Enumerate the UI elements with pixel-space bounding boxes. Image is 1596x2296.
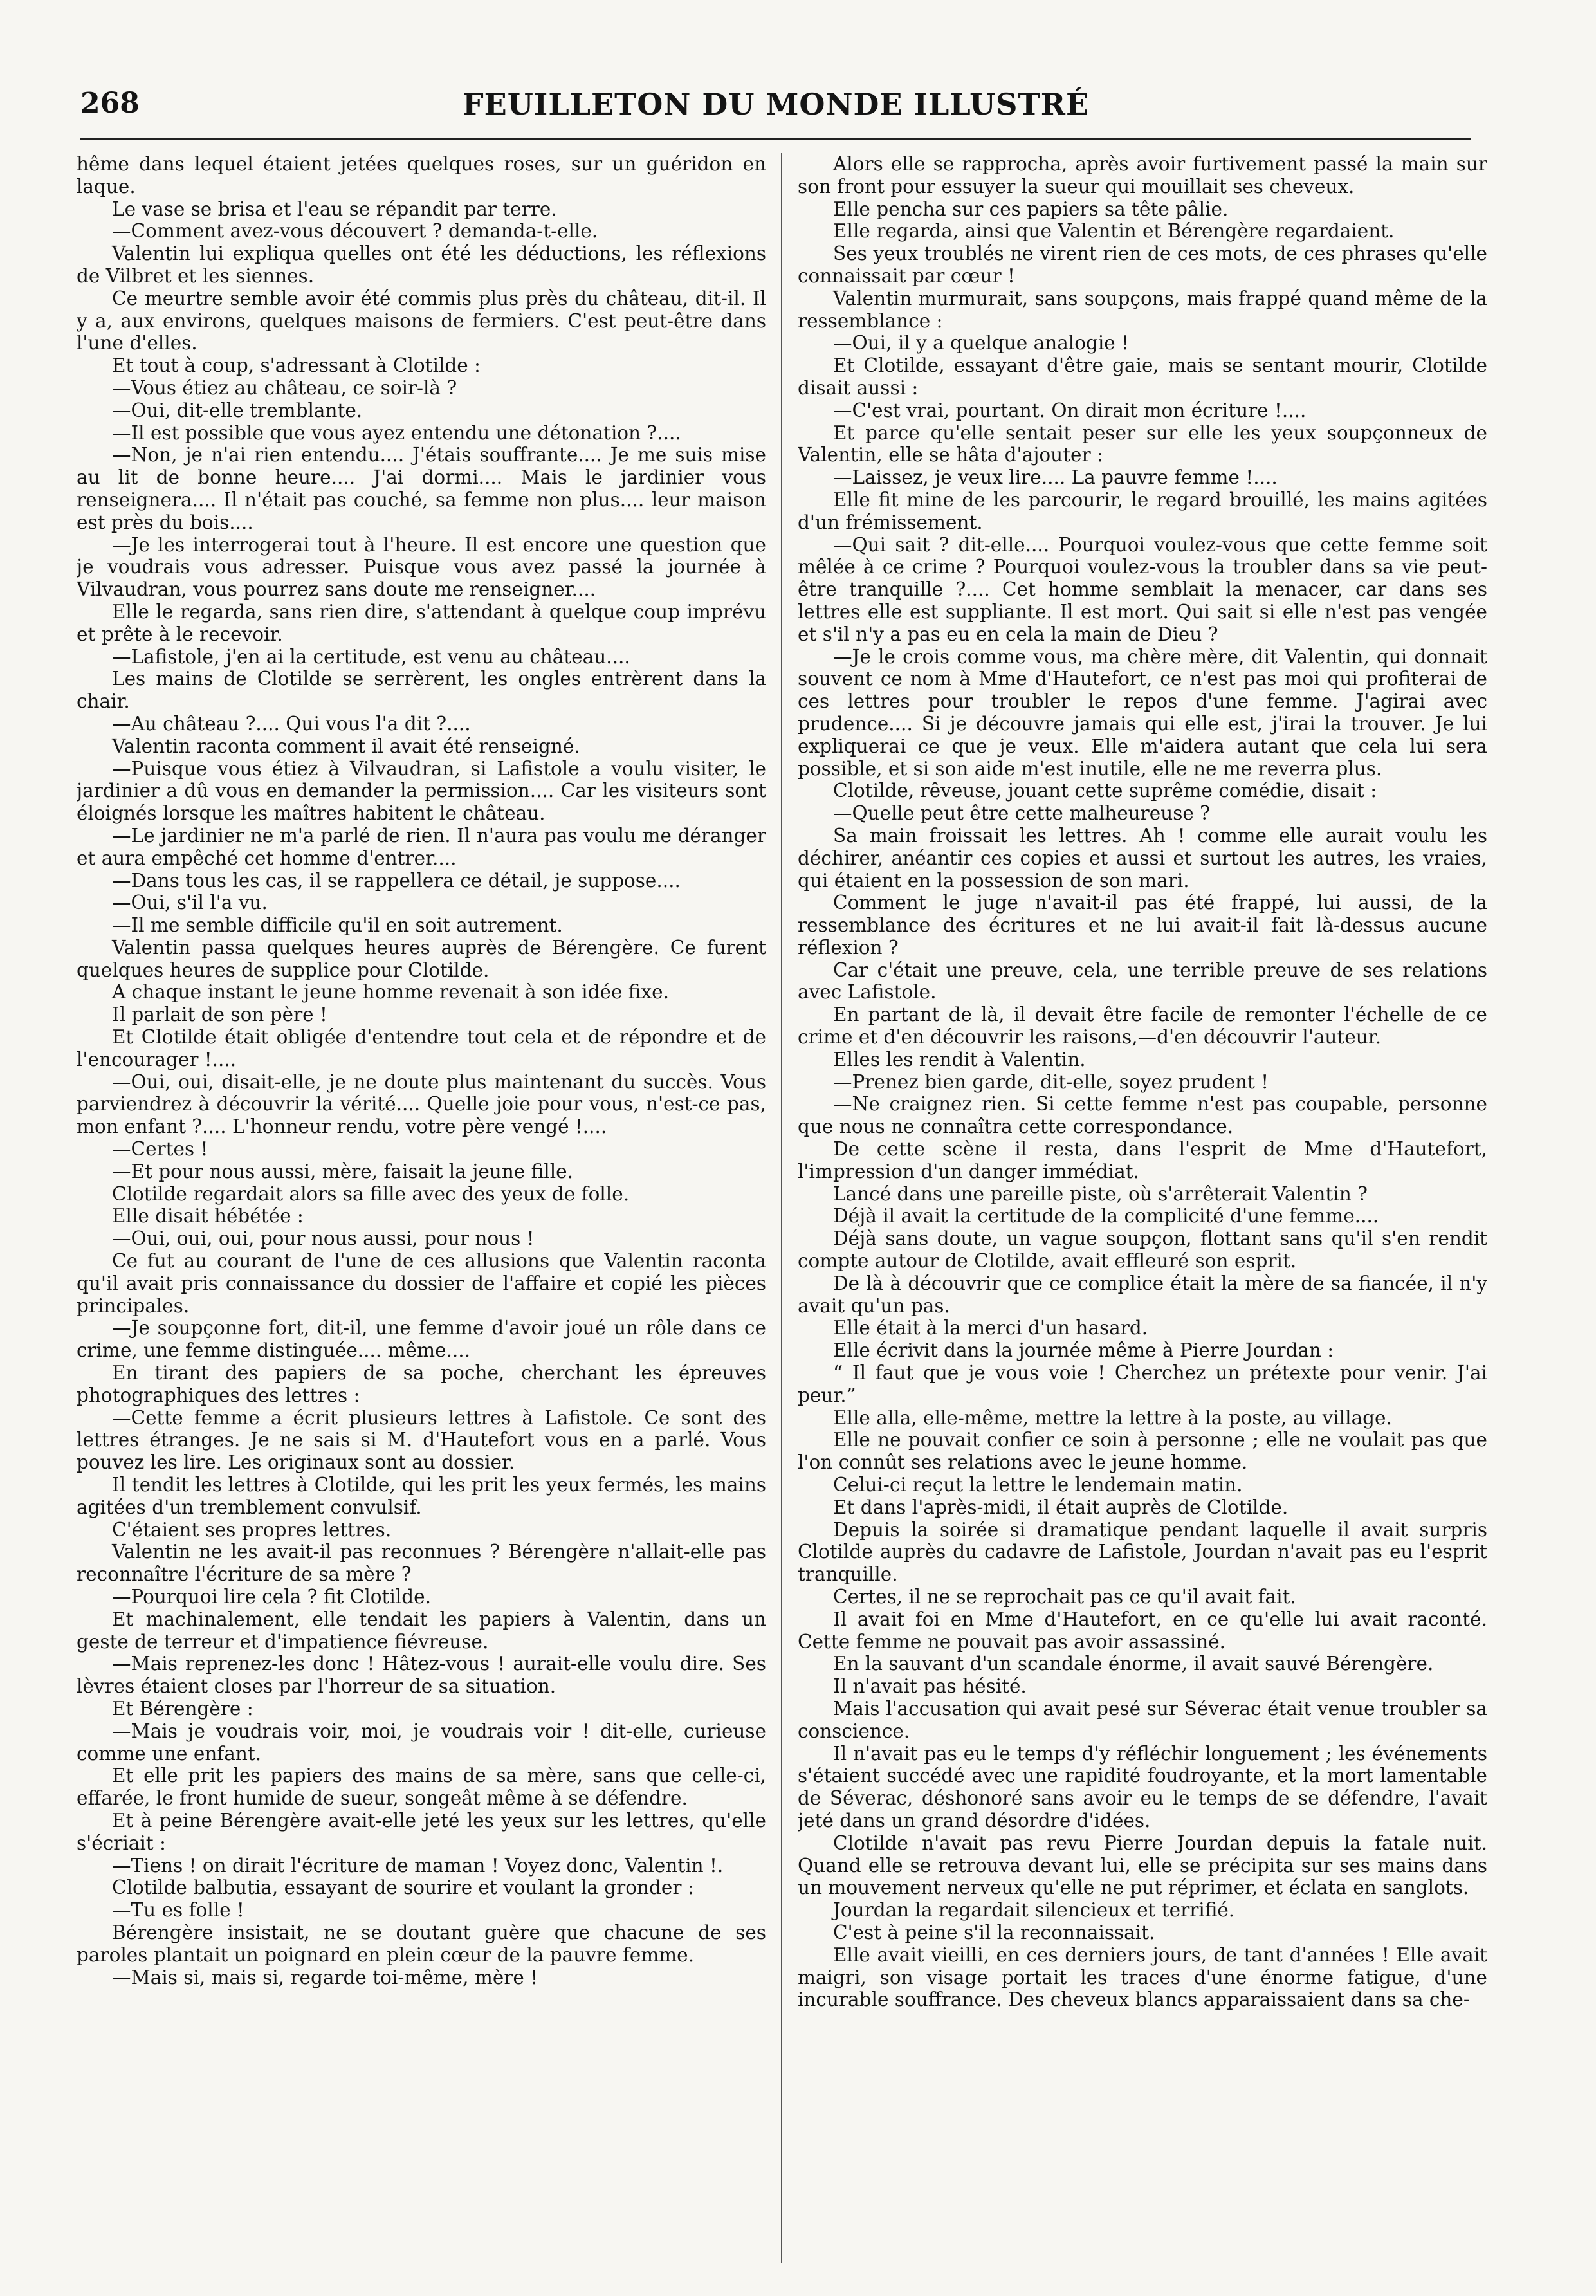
paragraph: —Mais je voudrais voir, moi, je voudrais voir ! dit-elle, curieuse comme une enfant. [77,1720,766,1765]
paragraph: Valentin passa quelques heures auprès de Bérengère. Ce furent quelques heures de supplice pour Clotilde. [77,936,766,981]
paragraph: Elle le regarda, sans rien dire, s'attendant à quelque coup imprévu et prête à le recevoir. [77,600,766,645]
paragraph: Le vase se brisa et l'eau se répandit par terre. [112,197,557,220]
paragraph: Certes, il ne se reprochait pas ce qu'il avait fait. [833,1586,1296,1608]
paragraph: —Laissez, je veux lire.... La pauvre femme !.... [833,466,1278,489]
paragraph: —Tu es folle ! [112,1899,244,1922]
paragraph: Elle avait vieilli, en ces derniers jours, de tant d'années ! Elle avait maigri, son visage portait les traces d'une énorme fatigue, d'une incurable souffrance. Des cheveux blancs apparaissaient dans sa che- [798,1943,1487,2011]
paragraph: —Dans tous les cas, il se rappellera ce détail, je suppose.... [112,869,681,892]
paragraph: Jourdan la regardait silencieux et terrifié. [833,1899,1235,1922]
paragraph: —Le jardinier ne m'a parlé de rien. Il n'aura pas voulu me déranger et aura empêché cet homme d'entrer.... [77,824,766,869]
paragraph: Elle fit mine de les parcourir, le regard brouillé, les mains agitées d'un frémissement. [798,488,1487,533]
paragraph: Clotilde balbutia, essayant de sourire et voulant la gronder : [112,1877,694,1899]
paragraph: Car c'était une preuve, cela, une terrible preuve de ses relations avec Lafistole. [798,959,1487,1004]
paragraph: —Mais reprenez-les donc ! Hâtez-vous ! aurait-elle voulu dire. Ses lèvres étaient closes par l'horreur de sa situation. [77,1653,766,1698]
paragraph: Ce meurtre semble avoir été commis plus près du château, dit-il. Il y a, aux environs, quelques maisons de fermiers. C'est peut-être dans l'une d'elles. [77,287,766,354]
paragraph: Elle était à la merci d'un hasard. [833,1317,1148,1339]
paragraph: C'est à peine s'il la reconnaissait. [833,1921,1155,1943]
paragraph: Et tout à coup, s'adressant à Clotilde : [112,354,481,377]
paragraph: Clotilde, rêveuse, jouant cette suprême comédie, disait : [833,780,1377,802]
paragraph: Il tendit les lettres à Clotilde, qui les prit les yeux fermés, les mains agitées d'un tremblement convulsif. [77,1474,766,1518]
paragraph: —Tiens ! on dirait l'écriture de maman ! Voyez donc, Valentin !. [112,1854,724,1877]
paragraph: —Oui, il y a quelque analogie ! [833,332,1130,354]
paragraph: Et elle prit les papiers des mains de sa mère, sans que celle-ci, effarée, le front humide de sueur, songeât même à se défendre. [77,1765,766,1810]
paragraph: —Ne craignez rien. Si cette femme n'est pas coupable, personne que nous ne connaîtra cette correspondance. [798,1093,1487,1138]
paragraph: —Certes ! [112,1138,208,1161]
paragraph: —Puisque vous étiez à Vilvaudran, si Lafistole a voulu visiter, le jardinier a dû vous en demander la permission.... Car les visiteurs sont éloignés lorsque les maîtres habitent le château. [77,757,766,825]
paragraph: Depuis la soirée si dramatique pendant laquelle il avait surpris Clotilde auprès du cadavre de Lafistole, Jourdan n'avait pas eu l'esprit tranquille. [798,1518,1487,1586]
paragraph: Elle regarda, ainsi que Valentin et Bérengère regardaient. [833,220,1395,243]
paragraph: Et Clotilde, essayant d'être gaie, mais se sentant mourir, Clotilde disait aussi : [798,354,1487,399]
paragraph: —Pourquoi lire cela ? fit Clotilde. [112,1586,431,1608]
paragraph: —C'est vrai, pourtant. On dirait mon écriture !.... [833,399,1307,421]
paragraph: Elle disait hébétée : [112,1205,304,1227]
paragraph: Et machinalement, elle tendait les papiers à Valentin, dans un geste de terreur et d'impatience fiévreuse. [77,1608,766,1653]
paragraph: De cette scène il resta, dans l'esprit de Mme d'Hautefort, l'impression d'un danger immédiat. [798,1138,1487,1182]
paragraph: Sa main froissait les lettres. Ah ! comme elle aurait voulu les déchirer, anéantir ces copies et aussi et surtout les autres, les vraies, qui étaient en la possession de son mari. [798,824,1487,892]
paragraph: —Et pour nous aussi, mère, faisait la jeune fille. [112,1160,574,1182]
paragraph: Et Clotilde était obligée d'entendre tout cela et de répondre et de l'encourager !.... [77,1026,766,1070]
paragraph: De là à découvrir que ce complice était la mère de sa fiancée, il n'y avait qu'un pas. [798,1272,1487,1317]
paragraph: —Non, je n'ai rien entendu.... J'étais souffrante.... Je me suis mise au lit de bonne heure.... J'ai dormi.... Mais le jardinier vous renseignera.... Il n'était pas couché, sa femme non plus.... leur maison est près du bois.... [77,444,766,533]
page-header [80,87,1471,133]
paragraph: Les mains de Clotilde se serrèrent, les ongles entrèrent dans la chair. [77,668,766,713]
paragraph: —Mais si, mais si, regarde toi-même, mère ! [112,1966,538,1988]
paragraph: “ Il faut que je vous voie ! Cherchez un prétexte pour venir. J'ai peur.” [798,1362,1487,1406]
paragraph: —Oui, oui, oui, pour nous aussi, pour nous ! [112,1227,535,1250]
paragraph: Il n'avait pas hésité. [833,1675,1027,1698]
paragraph: Comment le juge n'avait-il pas été frappé, lui aussi, de la ressemblance des écritures et ne lui avait-il fait là-dessus aucune réflexion ? [798,892,1487,959]
journal-title: FEUILLETON DU MONDE ILLUSTRÉ [462,87,1090,122]
paragraph: —Lafistole, j'en ai la certitude, est venu au château.... [112,645,630,668]
paragraph: Valentin murmurait, sans soupçons, mais frappé quand même de la ressemblance : [798,287,1487,332]
paragraph: Bérengère insistait, ne se doutant guère que chacune de ses paroles plantait un poignard en plein cœur de la pauvre femme. [77,1921,766,1966]
paragraph: Celui-ci reçut la lettre le lendemain matin. [833,1474,1243,1496]
paragraph: —Oui, dit-elle tremblante. [112,399,363,421]
paragraph: —Comment avez-vous découvert ? demanda-t-elle. [112,220,598,243]
paragraph: En partant de là, il devait être facile de remonter l'échelle de ce crime et d'en découvrir les raisons,—d'en découvrir l'auteur. [798,1004,1487,1049]
right-text-column [798,153,1487,2270]
paragraph: Clotilde regardait alors sa fille avec des yeux de folle. [112,1182,630,1205]
paragraph: Elle ne pouvait confier ce soin à personne ; elle ne voulait pas que l'on connût ses relations avec le jeune homme. [798,1429,1487,1474]
header-rule [80,138,1471,140]
paragraph: —Il est possible que vous ayez entendu une détonation ?.... [112,421,681,444]
paragraph: —Je les interrogerai tout à l'heure. Il est encore une question que je voudrais vous adresser. Puisque vous avez passé la journée à Vilvaudran, vous pourrez sans doute me renseigner.... [77,533,766,601]
paragraph: Elle écrivit dans la journée même à Pierre Jourdan : [833,1339,1334,1362]
paragraph: C'étaient ses propres lettres. [112,1518,392,1541]
paragraph: Déjà sans doute, un vague soupçon, flottant sans qu'il s'en rendit compte autour de Clotilde, avait effleuré son esprit. [798,1227,1487,1272]
paragraph: —Je soupçonne fort, dit-il, une femme d'avoir joué un rôle dans ce crime, une femme distinguée.... même.... [77,1317,766,1362]
paragraph: Et Bérengère : [112,1697,253,1720]
paragraph: —Qui sait ? dit-elle.... Pourquoi voulez-vous que cette femme soit mêlée à ce crime ? Pourquoi voulez-vous la troubler dans sa vie peut-être tranquille ?.... Cet homme semblait la menacer, car dans ses lettres elle est suppliante. Il est mort. Qui sait si elle n'est pas vengée et s'il n'y a pas eu en cela la main de Dieu ? [798,533,1487,645]
paragraph: —Je le crois comme vous, ma chère mère, dit Valentin, qui donnait souvent ce nom à Mme d'Hautefort, ce n'est pas moi qui profiterai de ces lettres pour troubler le repos d'une femme. J'agirai avec prudence.... Si je découvre jamais qui elle est, j'irai la trouver. Je lui expliquerai ce que je veux. Elle m'aidera autant que cela lui sera possible, et si son aide m'est inutile, elle ne me reverra plus. [798,645,1487,780]
paragraph: Valentin ne les avait-il pas reconnues ? Bérengère n'allait-elle pas reconnaître l'écriture de sa mère ? [77,1541,766,1586]
paragraph: Elle pencha sur ces papiers sa tête pâlie. [833,197,1229,220]
page-number: 268 [80,87,140,120]
paragraph: —Vous étiez au château, ce soir-là ? [112,376,457,399]
paragraph: Et parce qu'elle sentait peser sur elle les yeux soupçonneux de Valentin, elle se hâta d'ajouter : [798,421,1487,466]
paragraph: —Oui, s'il l'a vu. [112,892,268,914]
paragraph: Il n'avait pas eu le temps d'y réfléchir longuement ; les événements s'étaient succédé avec une rapidité foudroyante, et la mort lamentable de Séverac, déshonoré sans avoir eu le temps de se défendre, l'avait jeté dans un grand désordre d'idées. [798,1742,1487,1832]
paragraph: Valentin lui expliqua quelles ont été les déductions, les réflexions de Vilbret et les siennes. [77,243,766,287]
paragraph: Il avait foi en Mme d'Hautefort, en ce qu'elle lui avait raconté. Cette femme ne pouvait pas avoir assassiné. [798,1608,1487,1653]
paragraph: Il parlait de son père ! [112,1004,327,1026]
paragraph: Mais l'accusation qui avait pesé sur Séverac était venue troubler sa conscience. [798,1697,1487,1742]
paragraph: —Cette femme a écrit plusieurs lettres à Lafistole. Ce sont des lettres étranges. Je ne sais si M. d'Hautefort vous en a parlé. Vous pouvez les lire. Les originaux sont au dossier. [77,1406,766,1474]
paragraph: En tirant des papiers de sa poche, cherchant les épreuves photographiques des lettres : [77,1362,766,1406]
paragraph: En la sauvant d'un scandale énorme, il avait sauvé Bérengère. [833,1653,1434,1675]
paragraph: —Quelle peut être cette malheureuse ? [833,802,1210,825]
paragraph: Clotilde n'avait pas revu Pierre Jourdan depuis la fatale nuit. Quand elle se retrouva devant lui, elle se précipita sur ses mains dans un mouvement nerveux qu'elle ne put réprimer, et éclata en sanglots. [798,1832,1487,1899]
paragraph: Alors elle se rapprocha, après avoir furtivement passé la main sur son front pour essuyer la sueur qui mouillait ses cheveux. [798,153,1487,197]
paragraph: Et dans l'après-midi, il était auprès de Clotilde. [833,1496,1289,1518]
paragraph: —Au château ?.... Qui vous l'a dit ?.... [112,712,471,735]
paragraph: Ses yeux troublés ne virent rien de ces mots, de ces phrases qu'elle connaissait par cœur ! [798,243,1487,287]
paragraph: Elles les rendit à Valentin. [833,1048,1086,1070]
paragraph: Déjà il avait la certitude de la complicité d'une femme.... [833,1205,1379,1227]
paragraph: —Il me semble difficile qu'il en soit autrement. [112,914,563,937]
paragraph: Lancé dans une pareille piste, où s'arrêterait Valentin ? [833,1182,1368,1205]
paragraph: Elle alla, elle-même, mettre la lettre à la poste, au village. [833,1406,1392,1429]
left-text-column [77,153,766,2270]
paragraph: Ce fut au courant de l'une de ces allusions que Valentin raconta qu'il avait pris connaissance du dossier de l'affaire et copié les pièces principales. [77,1250,766,1317]
paragraph: Et à peine Bérengère avait-elle jeté les yeux sur les lettres, qu'elle s'écriait : [77,1809,766,1854]
paragraph: hême dans lequel étaient jetées quelques roses, sur un guéridon en laque. [77,153,766,197]
column-divider [781,153,782,2263]
paragraph: A chaque instant le jeune homme revenait à son idée fixe. [112,981,669,1004]
paragraph: Valentin raconta comment il avait été renseigné. [112,735,580,757]
paragraph: —Oui, oui, disait-elle, je ne doute plus maintenant du succès. Vous parviendrez à découvrir la vérité.... Quelle joie pour vous, n'est-ce pas, mon enfant ?.... L'honneur rendu, votre père vengé !.... [77,1070,766,1138]
paragraph: —Prenez bien garde, dit-elle, soyez prudent ! [833,1070,1269,1093]
